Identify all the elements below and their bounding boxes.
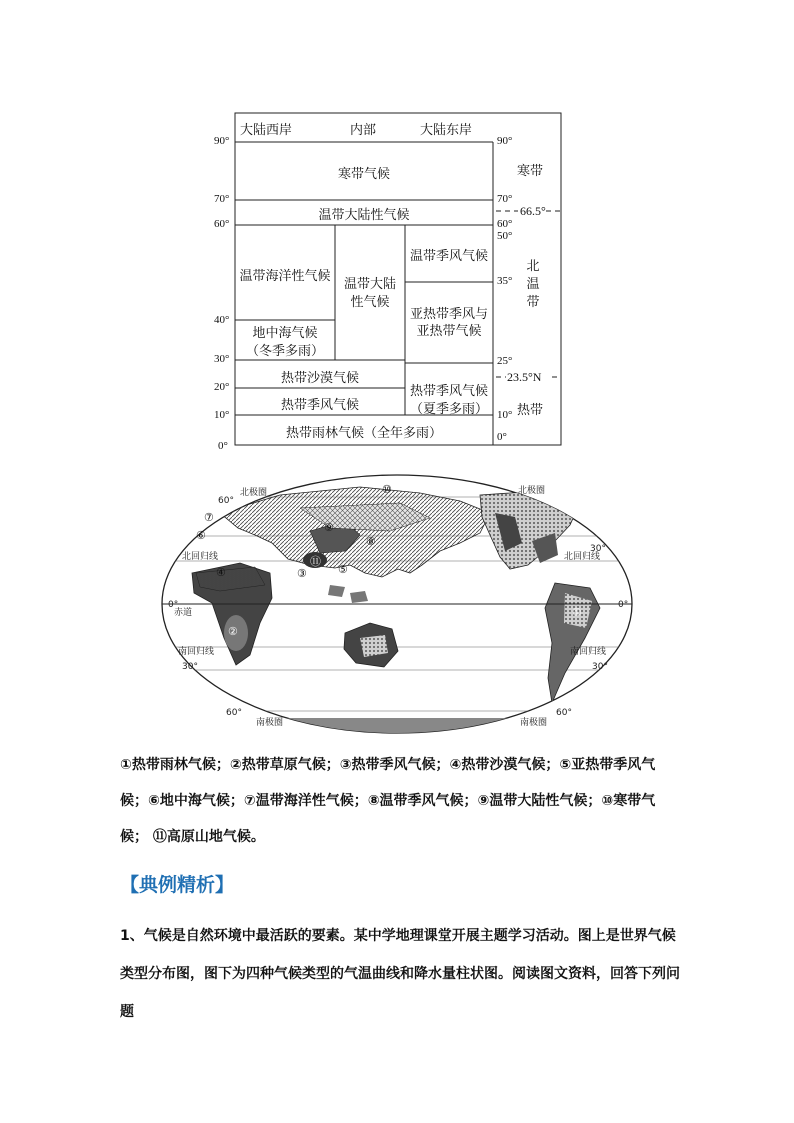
lat-right-60: 60°	[497, 218, 513, 230]
lat-left-20: 20°	[214, 381, 230, 393]
label-lat-30s-w: 30°	[182, 662, 198, 672]
cell-tropical-savanna: 热带季风气候	[280, 398, 359, 413]
header-interior: 内部	[350, 123, 377, 138]
lat-left-60: 60°	[214, 218, 230, 230]
legend-line-3: 候； ⑪高原山地气候。	[120, 829, 265, 845]
world-climate-map	[160, 473, 635, 735]
zone-frigid: 寒带	[516, 164, 543, 179]
lat-right-10: 10°	[497, 409, 513, 421]
cell-temperate-oceanic: 温带海洋性气候	[239, 269, 331, 284]
question-text	[120, 917, 680, 1031]
label-arctic-circle-e: 北极圈	[518, 486, 546, 496]
label-lat-60s-e: 60°	[556, 708, 572, 718]
label-lat-0-w: 0°	[168, 600, 179, 610]
zone-north-temperate-3: 带	[526, 295, 540, 310]
question-line-3: 题	[120, 1004, 134, 1020]
label-antarctic-circle-e: 南极圈	[520, 718, 548, 728]
lat-right-25: 25°	[497, 355, 513, 367]
label-equator: 赤道	[174, 608, 193, 618]
marker-6: ⑥	[196, 529, 206, 542]
cell-east-tropical-monsoon-note: （夏季多雨）	[409, 402, 488, 417]
climate-table-diagram	[200, 105, 580, 460]
zone-tropical: 热带	[516, 403, 543, 418]
marker-10: ⑩	[382, 483, 392, 496]
cell-mediterranean-note: （冬季多雨）	[245, 344, 324, 359]
marker-8: ⑧	[366, 535, 376, 548]
lat-left-70: 70°	[214, 193, 230, 205]
marker-3: ③	[297, 567, 307, 580]
label-lat-30s-e: 30°	[592, 662, 608, 672]
cell-interior-continental-2: 性气候	[350, 295, 390, 310]
header-east-coast: 大陆东岸	[420, 123, 473, 138]
cell-subarctic-continental: 温带大陆性气候	[318, 208, 410, 223]
label-tropic-capricorn-w: 南回归线	[178, 647, 215, 657]
climate-legend	[120, 747, 680, 855]
lat-left-10: 10°	[214, 409, 230, 421]
lat-left-90: 90°	[214, 135, 230, 147]
legend-line-2: 候；⑥地中海气候；⑦温带海洋性气候；⑧温带季风气候；⑨温带大陆性气候；⑩寒带气	[120, 793, 656, 809]
zone-north-temperate-2: 温	[526, 277, 540, 292]
marker-1: ①	[572, 606, 582, 619]
marker-2: ②	[228, 625, 238, 638]
lat-right-70: 70°	[497, 193, 513, 205]
question-line-1: 1、气候是自然环境中最活跃的要素。某中学地理课堂开展主题学习活动。图上是世界气候	[120, 928, 676, 944]
lat-right-0: 0°	[497, 431, 507, 443]
label-lat-0-e: 0°	[618, 600, 629, 610]
question-line-2: 类型分布图，图下为四种气候类型的气温曲线和降水量柱状图。阅读图文资料，回答下列问	[120, 966, 680, 982]
cell-tropical-desert: 热带沙漠气候	[280, 371, 359, 386]
lat-right-90: 90°	[497, 135, 513, 147]
legend-line-1: ①热带雨林气候；②热带草原气候；③热带季风气候；④热带沙漠气候；⑤亚热带季风气	[120, 757, 656, 773]
cell-east-tropical-monsoon: 热带季风气候	[409, 384, 488, 399]
marker-5: ⑤	[338, 563, 348, 576]
lat-right-35: 35°	[497, 275, 513, 287]
lat-left-30: 30°	[214, 353, 230, 365]
lat-left-0: 0°	[218, 440, 228, 452]
marker-9: ⑨	[324, 521, 334, 534]
section-heading: 【典例精析】	[120, 874, 235, 896]
cell-tropical-rainforest: 热带雨林气候（全年多雨）	[285, 426, 442, 441]
label-tropic-cancer-w: 北回归线	[182, 552, 219, 562]
header-west-coast: 大陆西岸	[240, 123, 293, 138]
zone-tropic-23: 23.5°N	[507, 370, 542, 384]
label-tropic-capricorn-e: 南回归线	[570, 647, 607, 657]
label-antarctic-circle-w: 南极圈	[256, 718, 284, 728]
lat-left-40: 40°	[214, 314, 230, 326]
label-arctic-circle-w: 北极圈	[240, 488, 268, 498]
label-lat-60s-w: 60°	[226, 708, 242, 718]
cell-temperate-monsoon: 温带季风气候	[409, 249, 488, 264]
world-map-svg	[160, 473, 635, 735]
marker-11: ⑪	[310, 555, 321, 568]
label-lat-30n: 30°	[590, 544, 606, 554]
marker-7: ⑦	[204, 511, 214, 524]
cell-interior-continental-1: 温带大陆	[343, 277, 396, 292]
zone-north-temperate-1: 北	[526, 259, 540, 274]
cell-mediterranean: 地中海气候	[252, 326, 318, 341]
label-tropic-cancer-e: 北回归线	[564, 552, 601, 562]
cell-subtropical-2: 亚热带气候	[416, 324, 482, 339]
lat-right-50: 50°	[497, 230, 513, 242]
label-lat-60n: 60°	[218, 496, 234, 506]
cell-subtropical-1: 亚热带季风与	[409, 307, 488, 322]
marker-4: ④	[216, 566, 226, 579]
zone-arctic-66: 66.5°	[520, 204, 546, 218]
cell-polar-climate: 寒带气候	[337, 167, 390, 182]
